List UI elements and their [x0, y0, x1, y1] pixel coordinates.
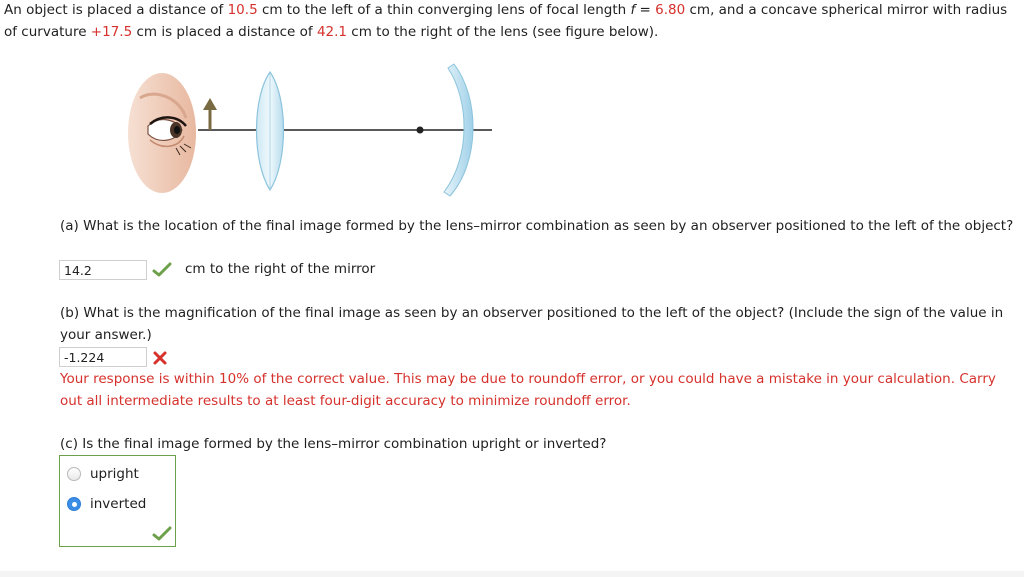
option-inverted[interactable]	[67, 494, 146, 514]
object-distance-value: 10.5	[227, 2, 258, 18]
intro-text-6: cm to the right of the lens (see figure below).	[347, 23, 659, 40]
intro-text-3: =	[635, 2, 656, 18]
focal-length-value: 6.80	[655, 2, 686, 18]
answer-a-unit: cm to the right of the mirror	[185, 261, 376, 277]
focal-length-symbol: f	[630, 2, 636, 18]
optics-figure	[120, 58, 500, 198]
focal-point-marker	[417, 127, 424, 134]
converging-lens-icon	[257, 72, 284, 190]
checkmark-icon	[152, 526, 172, 546]
checkmark-icon	[152, 262, 172, 282]
page-footer-strip	[0, 571, 1024, 577]
question-b: (b) What is the magnification of the final image as seen by an observer positioned to the left of the object? (Include the sign of the value in your answer.)	[60, 305, 1004, 343]
question-a: (a) What is the location of the final image formed by the lens–mirror combination as seen by an observer positioned to the left of the object?	[60, 218, 1014, 234]
answer-b-feedback: Your response is within 10% of the correct value. This may be due to roundoff error, or you could have a mistake in your calculation. Carry out all intermediate results to at least four-digit accuracy to minimize roundoff error.	[60, 371, 996, 409]
answer-b-input[interactable]	[59, 347, 147, 367]
problem-statement	[4, 0, 1020, 43]
question-c: (c) Is the final image formed by the lens–mirror combination upright or inverted?	[60, 436, 607, 452]
up-arrow-icon	[203, 98, 217, 130]
option-upright[interactable]	[67, 464, 139, 484]
intro-text-4: cm, and a concave spherical mirror with radius of curvature	[4, 2, 1008, 40]
option-inverted-label: inverted	[90, 496, 147, 512]
orientation-options	[59, 455, 176, 547]
intro-text-2: cm to the left of a thin converging lens of focal length	[257, 2, 631, 18]
radius-of-curvature-value: +17.5	[90, 23, 133, 40]
answer-a-input[interactable]	[59, 260, 147, 280]
radio-upright[interactable]	[67, 467, 81, 481]
radio-inverted[interactable]	[67, 497, 81, 511]
eye-icon	[128, 73, 196, 193]
option-upright-label: upright	[90, 466, 139, 482]
mirror-distance-value: 42.1	[316, 23, 348, 40]
intro-text-5: cm is placed a distance of	[132, 23, 317, 40]
intro-text-1: An object is placed a distance of	[4, 2, 228, 18]
cross-icon	[152, 350, 168, 370]
